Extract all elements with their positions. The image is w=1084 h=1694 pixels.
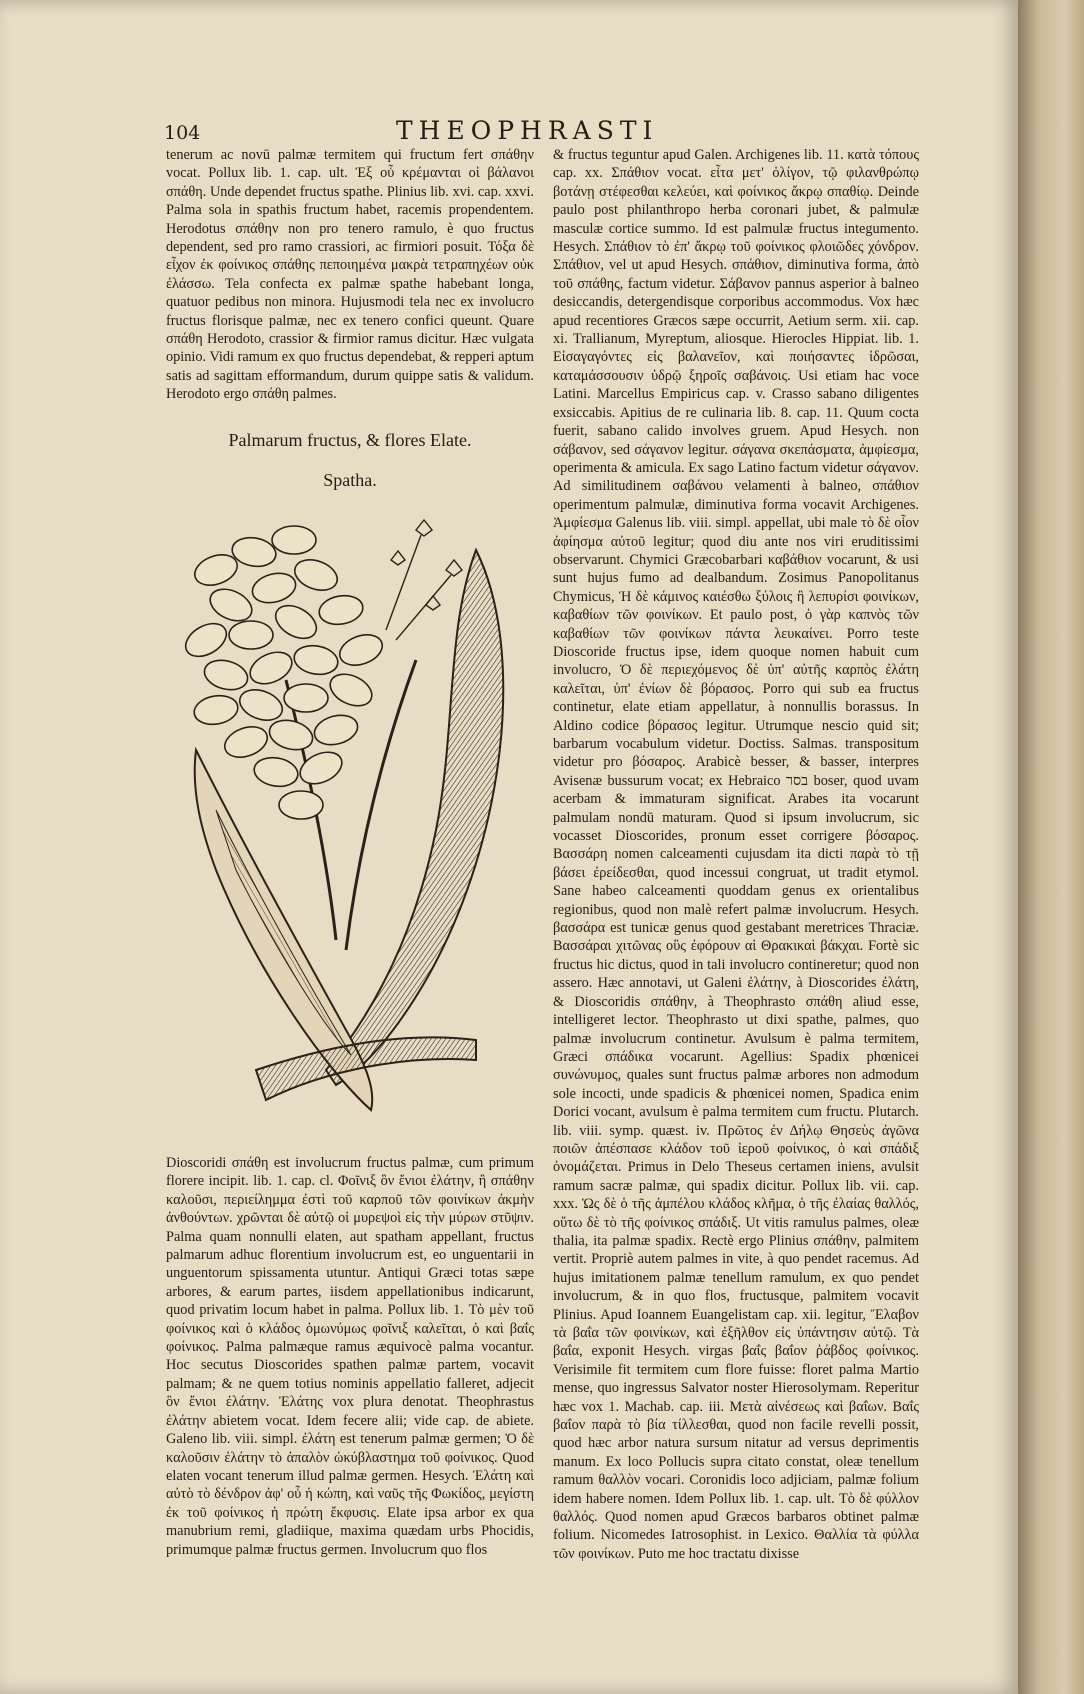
page-number: 104 — [164, 122, 201, 144]
left-column-bottom-text — [166, 1154, 534, 1558]
left-column-top-text — [166, 146, 534, 410]
right-column-text — [553, 146, 919, 1562]
running-head — [164, 116, 704, 148]
paragraph: & fructus teguntur apud Galen. Archigenes lib. 11. κατὰ τόπους cap. xx. Σπάθιον vocat. εἶτα μετ' ὀλίγον, τῷ φιλανθρώπῳ βοτάνῃ στέφεσθαι κελεύει, καὶ φοίνικος ἄκρῳ σπαθίῳ. Deinde paulo post philanthropo herba coronari jubet, & palmulæ masculæ cortice summo. Id est palmulæ fructus integumento. Hesych. Σπάθιον τὸ ἐπ' ἄκρῳ τοῦ φοίνικος φλοιῶδες χόνδρον. Σπάθιον, vel ut apud Hesych. σπάθιον, diminutiva forma, ἀπὸ τοῦ σπάθης, factum videtur. Σάβανον pannus asperior à balneo desiccandis, detergendisque corporibus accommodus. Vox hæc apud recentiores Græcos sæpe occurrit, Aetium serm. xii. cap. xi. Trallianum, Myreptum, aliosque. Hierocles Hippiat. lib. 1. Εἰσαγαγόντες εἰς βαλανεῖον, καὶ ποιήσαντες ἱδρῶσαι, καταμάσσουσιν ὑδρῷ ξηροῖς σαβάνοις. Usi etiam hac voce Latini. Marcellus Empiricus cap. v. Crasso sabano diligentes exsiccabis. Apitius de re culinaria lib. 8. cap. 11. Quum cocta fuerit, sabano calido involves gruem. Apud Hesych. non σάβανον, sed σάγανον legitur. σάγανα σκεπάσματα, ἀμφίεσμα, operimenta & amicula. Ex sago Latino factum videtur σάγανον. Ad similitudinem σαβάνου velamenti à balneo, σπάθιον operimentum palmulæ, diminutiva forma vocavit Archigenes. Ἀμφίεσμα Galenus lib. viii. simpl. appellat, ubi male τὸ δὲ οἷον ἀφίησμα αὐτοῦ legitur; quod diu ante nos viri eruditissimi observarunt. Chymici Græcobarbari καβάθιον vocarunt, & usi sunt hujus fumo ad dealbandum. Zosimus Panopolitanus Chymicus, Ἡ δὲ κάμινος καιέσθω ξύλοις ἢ λεπυρίσι φοινίκων, καβαθίων τῶν φοινίκων. Et paulo post, ὁ γὰρ καπνὸς τῶν καβαθίων τῶν φοινίκων πάντα λευκαίνει. Porro teste Dioscoride fructus ipse, idem quoque nomen habuit cum involucro, Ὁ δὲ περιεχόμενος δὲ ὑπ' αὐτῆς καρπὸς ἐλάτη καλεῖται, ὑπ' ἐνίων δὲ βόρασος. Porro qui sub ea fructus continetur, elate etiam appellatur, à nonnullis borassus. In Aldino codice βόρασος legitur. Utrumque nescio quid sit; barbarum vocabulum videtur. Doctiss. Salmas. transpositum videtur pro βόσαρος. Arabicè besser, & basser, interpres Avisenæ bussurum vocat; ex Hebraico בסר boser, quod uvam acerbam & immaturam significat. Arabes ita vocarunt palmulam nondū maturam. Quod si ipsum involucrum, sic vocasset Dioscorides, pronum esset corrigere βόσαρος. Βασσάρη nomen calceamenti cujusdam ita dicti παρὰ τὸ τῇ βάσει ἐρείδεσθαι, quod incessui congruat, ut tradit etymol. Sane habeo calceamenti quoddam genus ex orientalibus regionibus, quod non malè refert palmæ involucrum. Hesych. βασσάρα est tunicæ genus quod gestabant meretrices Thraciæ. Βασσάραι χιτῶνας οὓς ἐφόρουν αἱ Θρακικαὶ βάκχαι. Fortè sic fructus hic dictus, quod in tali involucro contineretur; quod non assero. Hæc annotavi, ut Galeni ἐλάτην, à Dioscorides ἐλάτη, & Dioscoridis σπάθην, à Theophrasto σπάθη aliud esse, intelligeret lector. Theophrasto ut dixi spathe, palmes, quo palmæ involucrum continetur. Avulsum è palma termitem, Græci σπάδικα vocarunt. Agellius: Spadix phœnicei συνώνυμος, quales sunt fructus palmæ arbores non admodum sole incocti, unde spadicis & phœnicei nomen, Spadica enim Dorici vocant, avulsum è palma termitem cum fructu. Plutarch. lib. viii. symp. quæst. iv. Πρῶτος ἐν Δήλῳ Θησεὺς ἀγῶνα ποιῶν ἀπέσπασε κλάδον τοῦ ἱεροῦ φοίνικος, ὁ καὶ σπάδιξ ὀνομάζεται. Primus in Delo Theseus certamen iniens, avulsit ramum sacræ palmæ, qui spadix dicitur. Pollux lib. vii. cap. xxx. Ὡς δὲ ὁ τῆς ἀμπέλου κλάδος κλῆμα, ὁ τῆς ἐλαίας θαλλός, οὕτω δὲ τὸ τῆς φοίνικος σπάδιξ. Ut vitis ramulus palmes, oleæ thalia, ita palmæ spadix. Rectè ergo Plinius σπάθην, palmitem vertit. Propriè autem palmes in vite, à quo pendet racemus. Ad hujus imitationem palmæ tenellum ramulum, ex quo pendet involucrum, & in quo flos, fructusque, palmitem vocavit Plinius. Apud Ioannem Euangelistam cap. xii. legitur, Ἔλαβον τὰ βαΐα τῶν φοινίκων, καὶ ἐξῆλθον εἰς ὑπάντησιν αὐτῷ. Τὰ βαΐα, exponit Hesych. virgas βαΐς βαΐον ῥάβδος φοίνικος. Verisimile fit termitem cum flore fuisse: floret palma Martio mense, quo ingressus Salvator noster Hierosolymam. Reperitur hæc vox 1. Machab. cap. iii. Μετὰ αἰνέσεως καὶ βαΐων. Βαΐς βαΐον παρὰ τὸ βία τίλλεσθαι, quod non facile revelli possit, quod hæc arbor natura sursum nitatur ad versus deprimentis manum. Ex loco Pollucis supra citato constat, oleæ tenellum ramum θαλλὸν vocari. Coronidis loco adjiciam, palmæ folium idem habere nomen. Idem Pollux lib. 1. cap. ult. Τὸ δὲ φύλλον θαλλός. Quod nomen apud Græcos barbaros obtinet palmæ folium. Nicomedes Iatrosophist. in Lexico. Θαλλία τὰ φύλλα τῶν φοινίκων. Puto me hoc tractatu dixisse — [553, 147, 919, 1562]
paragraph: tenerum ac novū palmæ termitem qui fructum fert σπάθην vocat. Pollux lib. 1. cap. ult. Ἐξ οὗ κρέμανται οἱ βάλανοι σπάθη. Unde dependet fructus spathe. Plinius lib. xvi. cap. xxvi. Palma sola in spathis fructum habet, racemis propendentem. Herodotus σπάθην non pro tenero ramulo, è quo fructus dependent, sed pro ramo crassiori, ac firmiori posuit. Τόξα δὲ εἶχον ἐκ φοίνικος σπάθης πεποιημένα μακρὰ τετραπηχέων οὐκ ἐλάσσω. Tela confecta ex palmæ spathe habebant longa, quatuor pedibus non minora. Hujusmodi tela nec ex involucro fructus florisque palmæ, nec ex tenero confici queunt. Quare σπάθη Herodoto, crassior & firmior ramus dicitur. Hæc vulgata opinio. Vidi ramum ex quo fructus dependebat, & repperi aptum satis ad sagittam efformandum, durum quippe satis & validum. Herodoto ergo σπάθη palmes. — [166, 147, 534, 403]
running-title: THEOPHRASTI — [396, 116, 659, 145]
paragraph: Dioscoridi σπάθη est involucrum fructus palmæ, cum primum florere incipit. lib. 1. cap. cl. Φοῖνιξ ὃν ἔνιοι ἐλάτην, ἢ σπάθην καλοῦσι, περιείλημμα ἐστὶ τοῦ καρποῦ τῶν φοινίκων ἀκμὴν ἀνθούντων. χρῶνται δὲ αὐτῷ οἱ μυρεψοὶ εἰς τὴν μύρων στῦψιν. Palma quam nonnulli elaten, aut spatham appellant, fructus palmarum adhuc florentium involucrum est, eo unguentarii in unguentorum spissamenta utuntur. Antiqui Græci totas sæpe arbores, & earum partes, iisdem appellationibus indicarunt, quod privatim locum habet in palma. Pollux lib. 1. Τὸ μὲν τοῦ φοίνικος καὶ ὁ κλάδος ὁμωνύμως φοῖνιξ καλεῖται, ὁ καὶ βαΐς φοίνικος. Palma palmæque ramus æquivocè palma vocantur. Hoc secutus Dioscorides spathen palmæ partem, vocavit palmam; & ne quem totius nominis appellatio falleret, adjecit ὃν ἔνιοι ἐλάτην. Ἐλάτης vox plura denotat. Theophrastus ἐλάτην abietem vocat. Idem fecere alii; vide cap. de abiete. Galeno lib. viii. simpl. ἐλάτη est tenerum palmæ germen; Ὁ δὲ καλοῦσιν ἐλάτην τὸ ἀπαλὸν ὠκύβλαστημα τοῦ φοίνικος. Quod elaten vocant tenerum illud palmæ germen. Hesych. Ἐλάτη καὶ αὐτὸ τὸ δένδρον ἀφ' οὗ ἡ κώπη, καὶ ναῦς τῆς Φωκίδος, μεγίστη ἐκ τοῦ φοίνικος ἡ πρώτη ἔκφυσις. Elate ipsa arbor ex qua manubrium remi, gladiique, maxima quædam urbs Phocidis, primumque palmæ fructus germen. Involucrum quo flos — [166, 1155, 534, 1558]
adjacent-page-edge — [1018, 0, 1084, 1694]
palm-spathe-woodcut — [176, 510, 526, 1130]
figure-label: Spatha. — [323, 470, 377, 490]
section-heading: Palmarum fructus, & flores Elate. — [228, 430, 472, 450]
